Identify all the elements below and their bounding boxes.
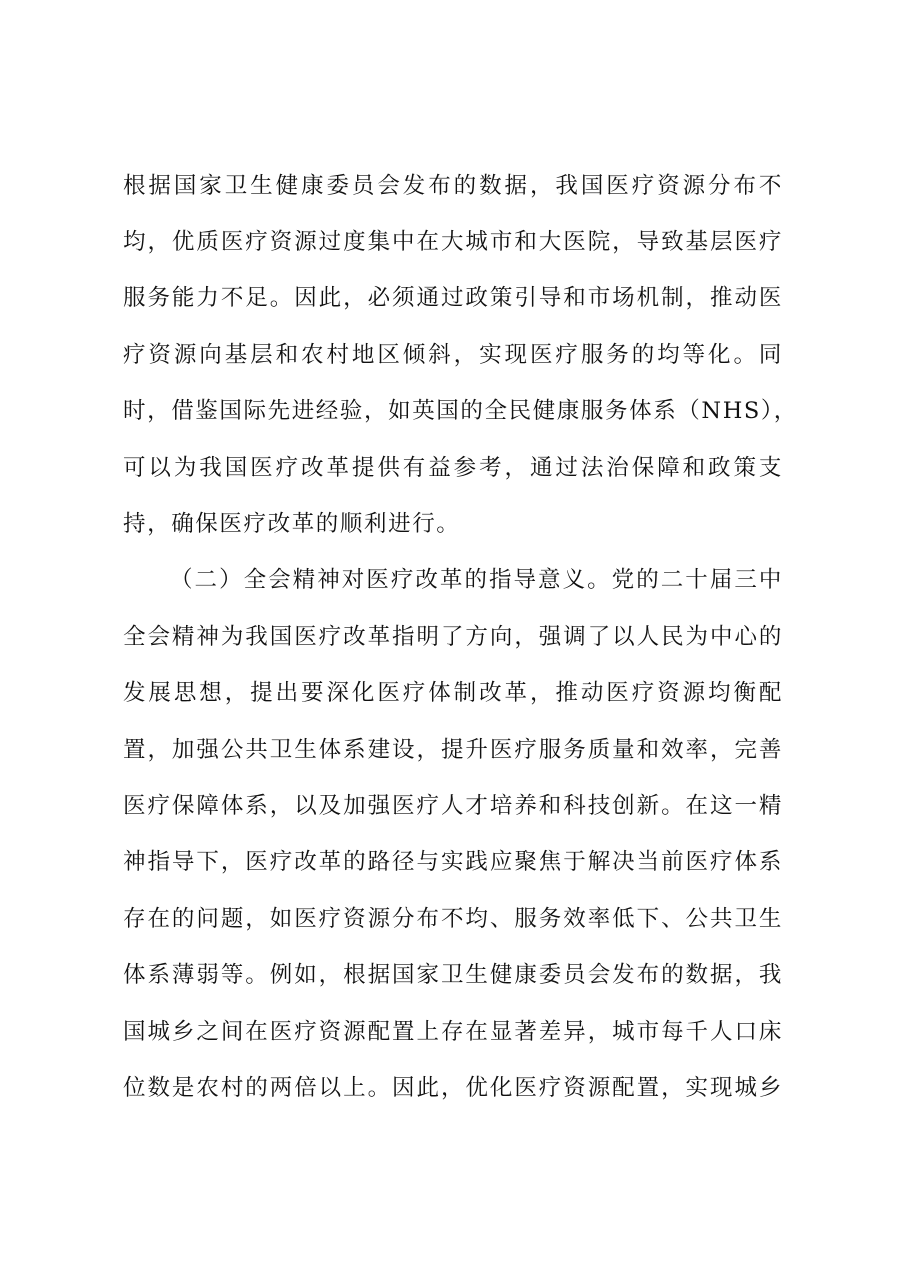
text-line-7: 持，确保医疗改革的顺利进行。 <box>123 511 461 537</box>
text-line-3: 服务能力不足。因此，必须通过政策引导和市场机制，推动医 <box>123 285 783 311</box>
text-line-16: 国城乡之间在医疗资源配置上存在显著差异，城市每千人口床 <box>123 1019 783 1045</box>
text-line-14: 存在的问题，如医疗资源分布不均、服务效率低下、公共卫生 <box>123 906 783 932</box>
text-line-11: 置，加强公共卫生体系建设，提升医疗服务质量和效率，完善 <box>123 737 783 763</box>
text-line-1: 根据国家卫生健康委员会发布的数据，我国医疗资源分布不 <box>123 173 783 199</box>
text-line-12: 医疗保障体系，以及加强医疗人才培养和科技创新。在这一精 <box>123 793 783 819</box>
text-line-15: 体系薄弱等。例如，根据国家卫生健康委员会发布的数据，我 <box>123 962 783 988</box>
text-line-6: 可以为我国医疗改革提供有益参考，通过法治保障和政策支 <box>123 455 783 481</box>
text-line-9: 全会精神为我国医疗改革指明了方向，强调了以人民为中心的 <box>123 624 783 650</box>
text-line-13: 神指导下，医疗改革的路径与实践应聚焦于解决当前医疗体系 <box>123 849 783 875</box>
text-line-10: 发展思想，提出要深化医疗体制改革，推动医疗资源均衡配 <box>123 680 783 706</box>
text-line-17: 位数是农村的两倍以上。因此，优化医疗资源配置，实现城乡 <box>123 1075 783 1101</box>
text-line-4: 疗资源向基层和农村地区倾斜，实现医疗服务的均等化。同 <box>123 342 783 368</box>
text-line-5: 时，借鉴国际先进经验，如英国的全民健康服务体系（NHS）， <box>123 398 798 424</box>
section-heading-line: （二）全会精神对医疗改革的指导意义。党的二十届三中 <box>170 567 783 593</box>
text-line-2: 均，优质医疗资源过度集中在大城市和大医院，导致基层医疗 <box>123 229 783 255</box>
